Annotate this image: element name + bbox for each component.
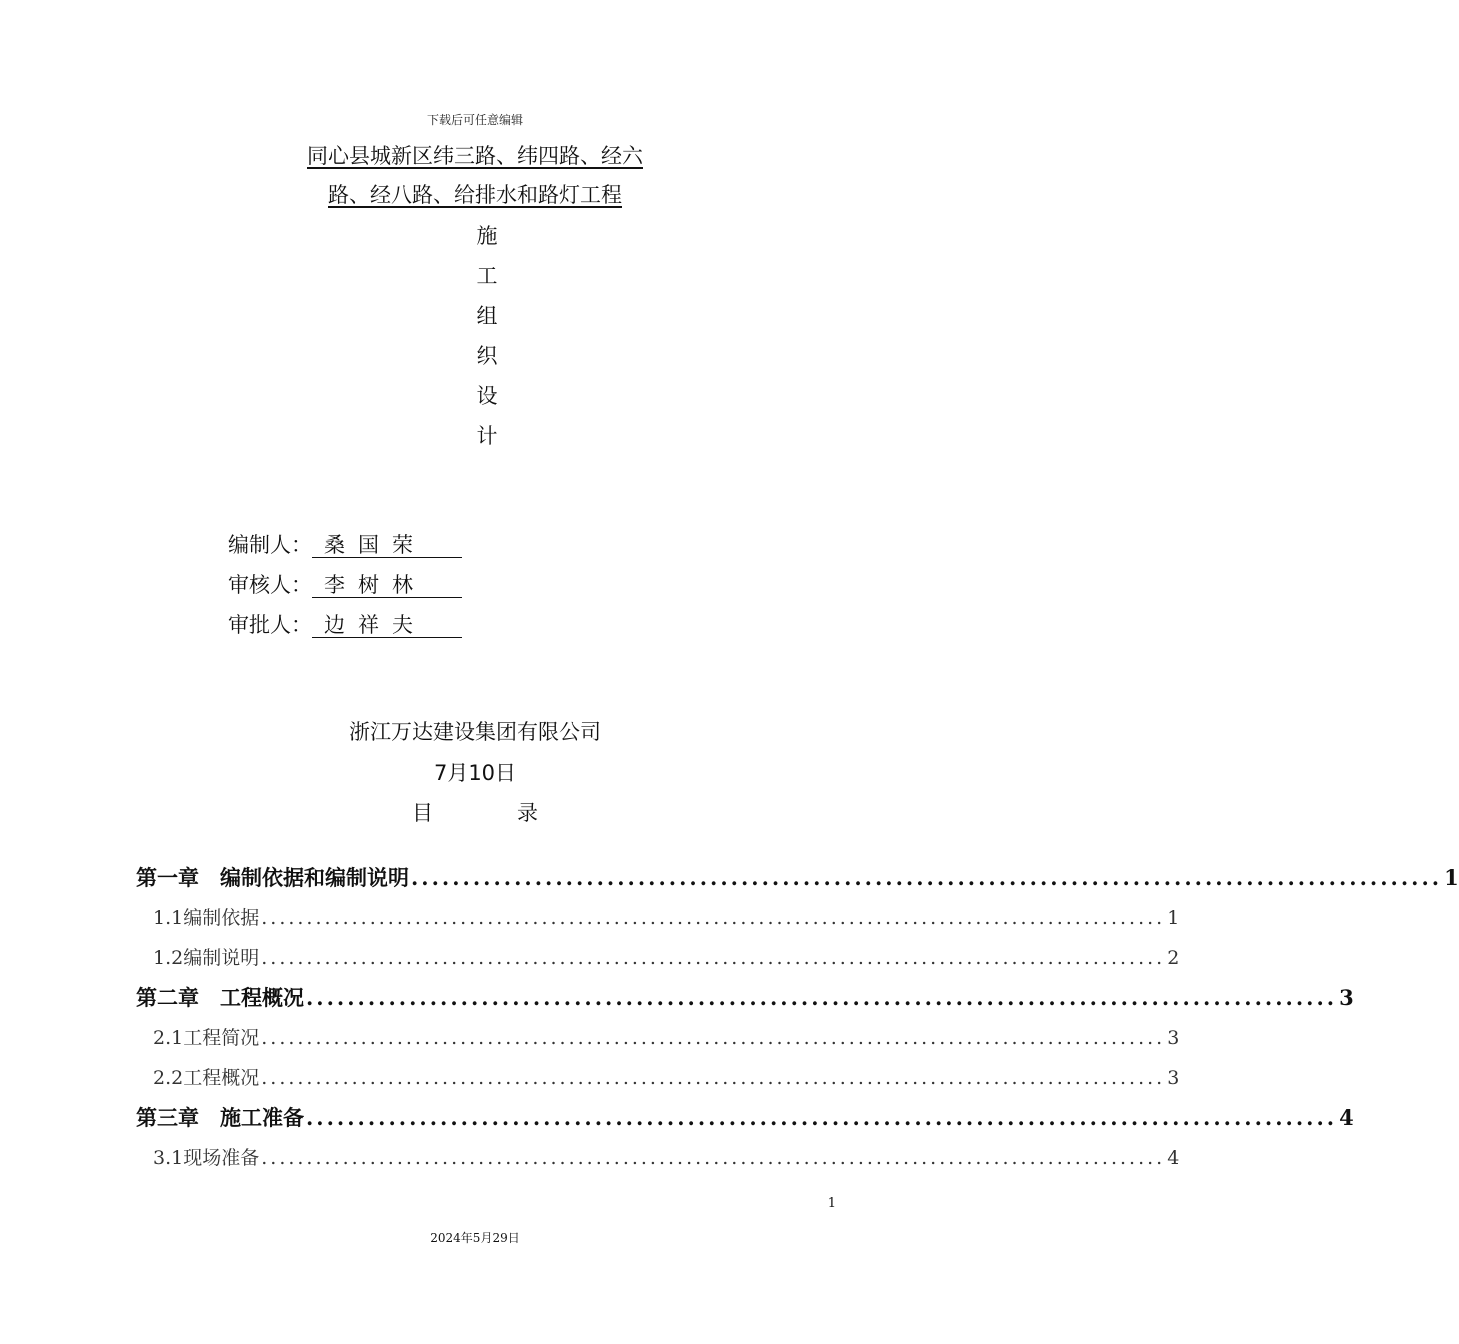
- toc-leader: ....................................................................................................: [261, 907, 1166, 929]
- footer-date: 2024年5月29日: [430, 1231, 520, 1245]
- doc-type-char: 组: [476, 304, 498, 328]
- project-title-line-1: 同心县城新区纬三路、纬四路、经六: [307, 144, 643, 168]
- toc-entry-page: 3: [1339, 985, 1354, 1010]
- header-note: 下载后可任意编辑: [426, 113, 523, 127]
- toc-leader: ....................................................................................................: [261, 1067, 1166, 1089]
- reviewer-name: 李树林: [312, 573, 462, 598]
- doc-type-char: 设: [476, 384, 498, 408]
- toc-entry-page: 4: [1339, 1105, 1354, 1130]
- approver-label: 审批人：: [228, 613, 312, 637]
- toc-entry-title: 工程简况: [183, 1027, 260, 1049]
- toc-entry-title: 第二章 工程概况: [136, 986, 304, 1010]
- toc-leader: ....................................................................................................: [261, 1147, 1166, 1169]
- toc-entry-number: 1.2: [153, 947, 184, 969]
- reviewer-label: 审核人：: [228, 573, 312, 597]
- toc-entry-title: 第三章 施工准备: [136, 1106, 304, 1130]
- toc-entry-number: 3.1: [153, 1147, 184, 1169]
- toc-entry-page: 2: [1167, 947, 1180, 969]
- toc-leader: ....................................................................................................: [306, 1105, 1338, 1130]
- compiler-label: 编制人：: [228, 533, 312, 557]
- toc-entry-page: 3: [1167, 1027, 1180, 1049]
- toc-entry-page: 4: [1167, 1147, 1180, 1169]
- toc-entry-page: 1: [1167, 907, 1180, 929]
- doc-type-char: 工: [476, 264, 498, 288]
- toc-heading-right: 录: [517, 801, 538, 825]
- toc-entry[interactable]: [136, 1102, 1354, 1132]
- toc-entry-title: 现场准备: [183, 1147, 260, 1169]
- toc-entry-title: 编制依据: [183, 907, 260, 929]
- doc-type-char: 计: [476, 424, 498, 448]
- toc-leader: ....................................................................................................: [411, 865, 1443, 890]
- toc-entry[interactable]: [136, 862, 1459, 892]
- toc-entry-title: 第一章 编制依据和编制说明: [136, 866, 409, 890]
- toc-entry[interactable]: [153, 903, 1180, 930]
- doc-type-char: 施: [476, 224, 498, 248]
- toc-heading-left: 目: [412, 801, 433, 825]
- toc-entry-page: 3: [1167, 1067, 1180, 1089]
- toc-entry-title: 编制说明: [183, 947, 260, 969]
- toc-entry-page: 1: [1444, 865, 1459, 890]
- toc-entry-number: 2.2: [153, 1067, 184, 1089]
- approver-row: [228, 609, 462, 639]
- toc-heading: [0, 797, 950, 827]
- reviewer-row: [228, 569, 462, 599]
- toc-entry-number: 1.1: [153, 907, 184, 929]
- page-number: 1: [827, 1196, 836, 1211]
- toc-entry-title: 工程概况: [183, 1067, 260, 1089]
- compiler-row: [228, 529, 462, 559]
- toc-entry[interactable]: [153, 943, 1180, 970]
- toc-entry-number: 2.1: [153, 1027, 184, 1049]
- compiler-name: 桑国荣: [312, 533, 462, 558]
- toc-leader: ....................................................................................................: [261, 947, 1166, 969]
- doc-type-char: 织: [476, 344, 498, 368]
- toc-entry[interactable]: [153, 1063, 1180, 1090]
- toc-entry[interactable]: [153, 1143, 1180, 1170]
- approver-name: 边祥夫: [312, 613, 462, 638]
- company-name: 浙江万达建设集团有限公司: [349, 720, 601, 744]
- toc-entry[interactable]: [153, 1023, 1180, 1050]
- toc-leader: ....................................................................................................: [306, 985, 1338, 1010]
- toc-entry[interactable]: [136, 982, 1354, 1012]
- project-title-line-2: 路、经八路、给排水和路灯工程: [328, 183, 622, 207]
- document-date: 7月10日: [433, 761, 517, 785]
- toc-leader: ....................................................................................................: [261, 1027, 1166, 1049]
